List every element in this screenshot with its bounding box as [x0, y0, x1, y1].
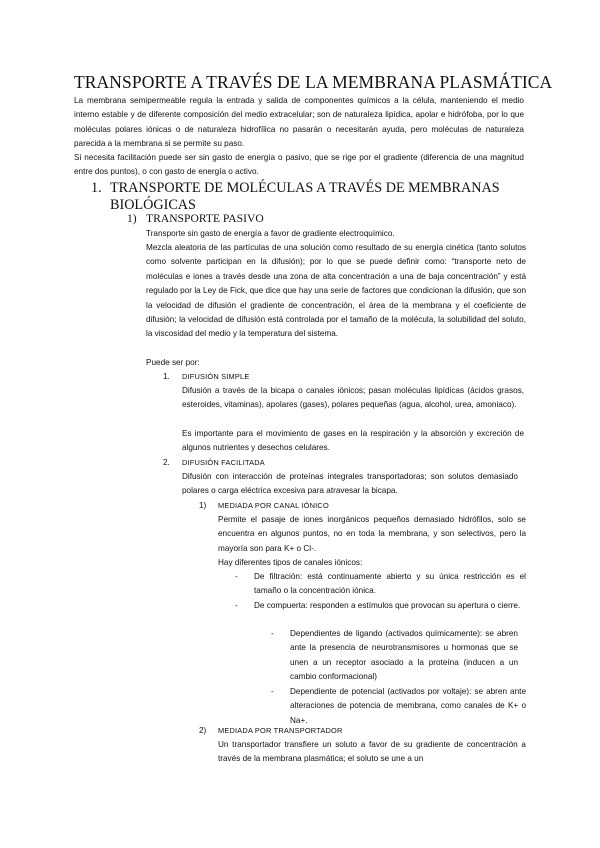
passive-transport-definition: Transporte sin gasto de energía a favor de gradiente electroquímico. — [146, 229, 395, 238]
item-2-number: 2. — [163, 458, 170, 467]
simple-diffusion-importance: Es importante para el movimiento de gases en la respiración y la absorción y excreción de algunos nutrientes y desechos celulares. — [182, 429, 524, 453]
subsection-1-number: 1) — [127, 212, 137, 225]
subsection-1-title: TRANSPORTE PASIVO — [146, 212, 264, 225]
intro-paragraph-2: Si necesita facilitación puede ser sin gasto de energía o pasivo, que se rige por el gradiente (diferencia de una magnitud entre dos puntos), o con gasto de energía o activo. — [74, 153, 524, 177]
ion-channel-types-intro: Hay diferentes tipos de canales iónicos: — [218, 558, 363, 567]
item-2-title: DIFUSIÓN FACILITADA — [182, 458, 265, 467]
simple-diffusion-description: Difusión a través de la bicapa o canales iónicos; pasan moléculas lipídicas (ácidos grasos, esteroides, vitaminas), apolares (gases), polares pequeñas (agua, alcohol, urea, amoniaco). — [182, 386, 524, 410]
passive-transport-types-intro: Puede ser por: — [146, 358, 200, 367]
item-2b-number: 2) — [199, 726, 207, 735]
ion-channel-description: Permite el pasaje de iones inorgánicos pequeños demasiado hidrófilos, solo se encuentra en algunos puntos, no en toda la membrana, y son selectivos, pero la mayoría son para K+ o Cl-. — [218, 515, 526, 553]
item-2a-number: 1) — [199, 501, 207, 510]
facilitated-diffusion-description: Difusión con interacción de proteínas integrales transportadoras; son solutos demasiado polares o carga eléctrica excesiva para atravesar la bicapa. — [182, 472, 518, 496]
item-2a-title: MEDIADA POR CANAL IÓNICO — [218, 501, 329, 510]
item-2b-title: MEDIADA POR TRANSPORTADOR — [218, 726, 343, 735]
passive-transport-description: Mezcla aleatoria de las partículas de una solución como resultado de su energía cinética (tanto solutos como solvente participan en la difusión); por lo que se puede definir como: “transporte neto de moléculas e iones a través desde una zona de alta concentración a una de baja concentración” y está regulado por la Ley de Fick, que dice que hay una serie de factores que condicionan la difusión, que son la velocidad de difusión el gradiente de concentración, el área de la membrana y el coeficiente de difusión; la velocidad de difusión está controlada por el tamaño de la molécula, la solubilidad del soluto, la viscosidad del medio y la temperatura del sistema. — [146, 243, 526, 339]
transporter-description: Un transportador transfiere un soluto a favor de su gradiente de concentración a través de la membrana plasmática; el soluto se une a un — [218, 740, 526, 764]
voltage-gated-item: Dependiente de potencial (activados por voltaje): se abren ante alteraciones de potencia de membrana, como canales de K+ o Na+. — [290, 687, 526, 725]
filtration-channel-item: De filtración: está continuamente abierto y su única restricción es el tamaño o la concentración iónica. — [254, 572, 526, 596]
section-1-number: 1. — [91, 180, 102, 196]
item-1-title: DIFUSIÓN SIMPLE — [182, 372, 250, 381]
intro-paragraph-1: La membrana semipermeable regula la entrada y salida de componentes químicos a la célula, manteniendo el medio interno estable y de diferente composición del medio extracelular; son de naturaleza lipídica, apolar e hidrófoba, por lo que moléculas polares iónicas o de naturaleza hidrofílica no pasarán o necesitarán ayuda, pero moléculas de naturaleza parecida a la membrana si se permite su paso. — [74, 96, 524, 149]
subbullet-dash-2: - — [271, 687, 274, 696]
document-title: TRANSPORTE A TRAVÉS DE LA MEMBRANA PLASMÁTICA — [74, 72, 553, 92]
item-1-number: 1. — [163, 372, 170, 381]
subbullet-dash-1: - — [271, 629, 274, 638]
bullet-dash-1: - — [235, 572, 238, 581]
bullet-dash-2: - — [235, 601, 238, 610]
gated-channel-item: De compuerta: responden a estímulos que provocan su apertura o cierre. — [254, 601, 521, 610]
section-1-title: TRANSPORTE DE MOLÉCULAS A TRAVÉS DE MEMBRANAS BIOLÓGICAS — [110, 180, 500, 213]
ligand-gated-item: Dependientes de ligando (activados químicamente): se abren ante la presencia de neurotransmisores u hormonas que se unen a un receptor asociado a la proteína (inducen a un cambio conformacional) — [290, 629, 518, 682]
